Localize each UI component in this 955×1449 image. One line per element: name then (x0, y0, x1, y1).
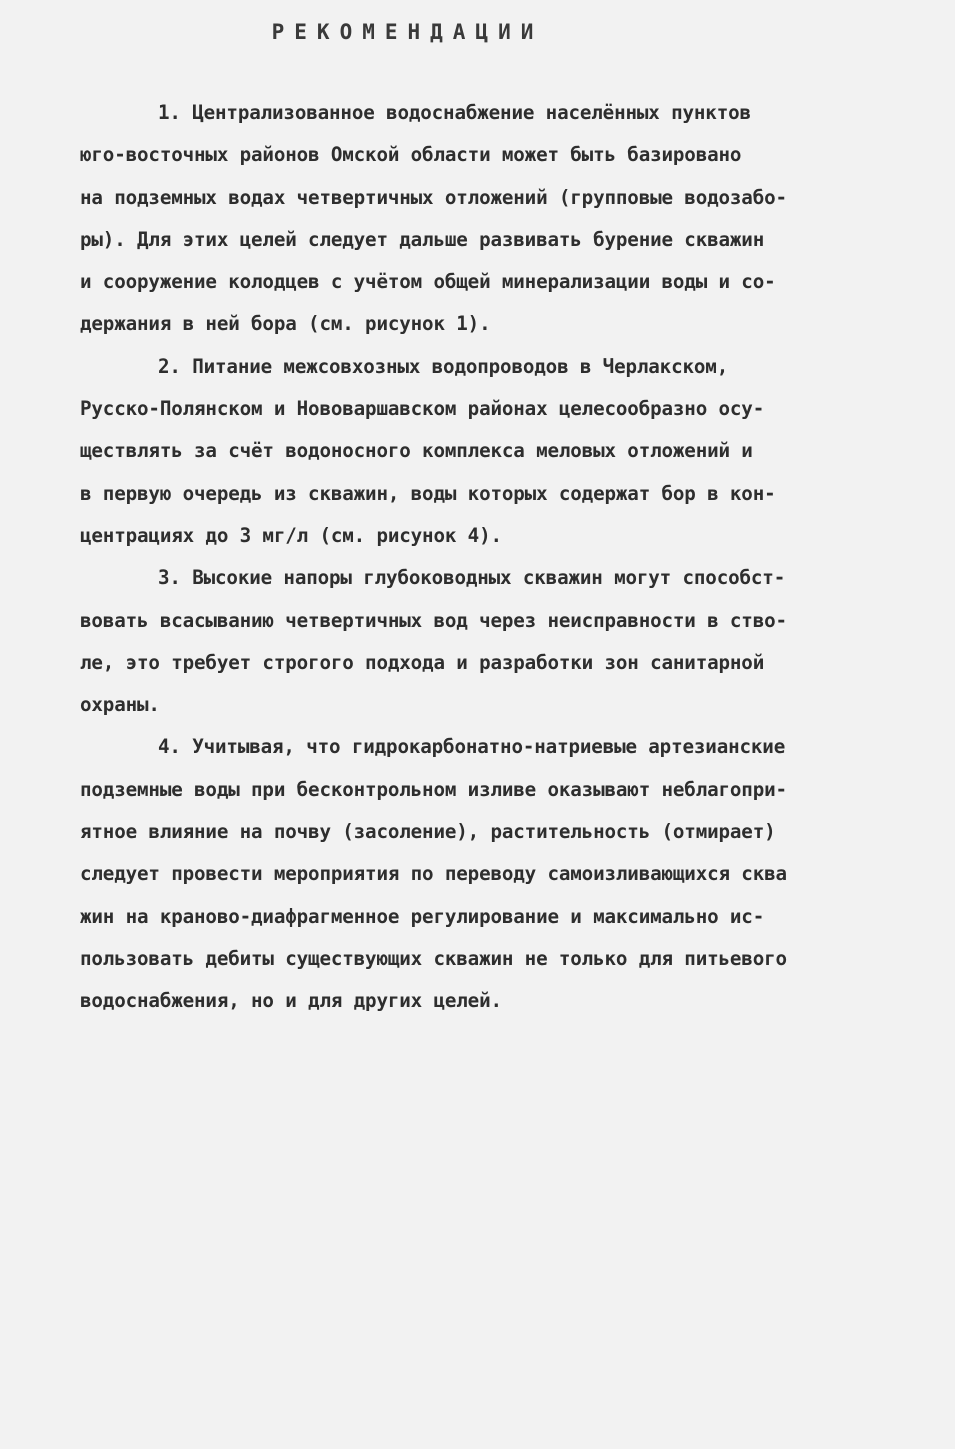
recommendations-body (80, 92, 880, 1023)
text-line: ществлять за счёт водоносного комплекса меловых отложений и (80, 439, 753, 463)
text-line: ле, это требует строгого подхода и разработки зон санитарной (80, 650, 765, 674)
text-line: Русско-Полянском и Нововаршавском районах целесообразно осу- (80, 397, 765, 421)
page-title: РЕКОМЕНДАЦИИ (271, 20, 544, 44)
text-line: 3. Высокие напоры глубоководных скважин могут способст- (158, 566, 786, 590)
text-line: подземные воды при бесконтрольном изливе оказывают неблагопри- (80, 777, 787, 801)
text-line: водоснабжения, но и для других целей. (80, 989, 502, 1013)
text-line: ры). Для этих целей следует дальше развивать бурение скважин (80, 227, 765, 251)
text-line: вовать всасыванию четвертичных вод через неисправности в ство- (80, 608, 787, 632)
text-line: в первую очередь из скважин, воды которых содержат бор в кон- (80, 481, 776, 505)
text-line: центрациях до 3 мг/л (см. рисунок 4). (80, 523, 502, 547)
text-line: 2. Питание межсовхозных водопроводов в Черлакском, (158, 354, 729, 378)
text-line: 4. Учитывая, что гидрокарбонатно-натриевые артезианские (158, 735, 786, 759)
text-line: держания в ней бора (см. рисунок 1). (80, 312, 491, 336)
text-line: ятное влияние на почву (засоление), растительность (отмирает) (80, 820, 776, 844)
text-line: 1. Централизованное водоснабжение населённых пунктов (158, 101, 751, 124)
text-line: юго-восточных районов Омской области может быть базировано (80, 143, 742, 167)
text-line: следует провести мероприятия по переводу самоизливающихся сква (80, 862, 787, 886)
text-line: на подземных водах четвертичных отложений (групповые водозабо- (80, 185, 787, 209)
text-line: и сооружение колодцев с учётом общей минерализации воды и со- (80, 270, 776, 294)
text-line: пользовать дебиты существующих скважин не только для питьевого (80, 946, 787, 970)
text-line: охраны. (80, 693, 160, 717)
text-line: жин на краново-диафрагменное регулирование и максимально ис- (80, 904, 765, 928)
